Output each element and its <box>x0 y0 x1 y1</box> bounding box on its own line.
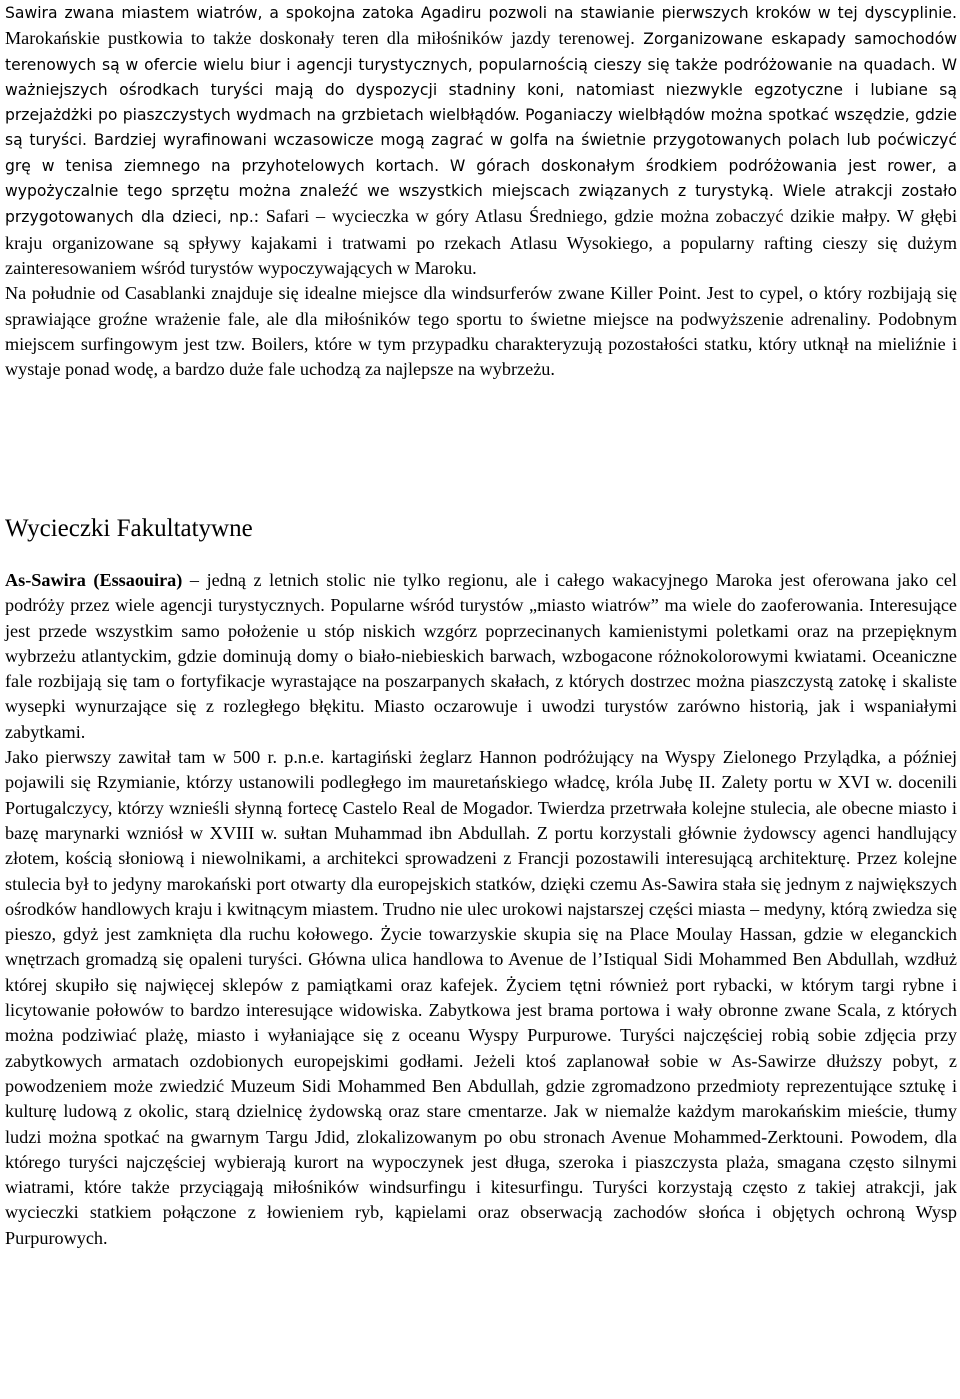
intro-text-5: : Safari – wycieczka w góry Atlasu Średniego, gdzie można zobaczyć dzikie małpy. W głębi kraju organizowane są spływy kajakami i tratwami po rzekach Atlasu Wysokiego, a popularny rafting cieszy się dużym zainteresowaniem wśród turystów wypoczywających w Maroku. <box>5 206 957 278</box>
intro-text-3: Zorganizowane eskapady samochodów terenowych są w ofercie wielu biur i agencji turystycznych, popularnością cieszy się także podróżowanie na quadach. <box>5 30 957 74</box>
intro-text-4: W ważniejszych ośrodkach turyści mają do dyspozycji stadniny koni, natomiast niezwykle egzotyczne i lubiane są przejażdżki po piaszczystych wydmach na grzbietach wielbłądów. Poganiaczy wielbłądów można spotkać wszędzie, gdzie są turyści. Bardziej wyrafinowani wczasowicze mogą zagrać w golfa na świetnie przygotowanych polach lub poćwiczyć grę w tenisa ziemnego na przyhotelowych kortach. W górach doskonałym środkiem podróżowania jest rower, a wypożyczalnie tego sprzętu można znaleźć we wszystkich miejscach związanych z turystyką. Wiele atrakcji zostało przygotowanych dla dzieci, np. <box>5 55 957 227</box>
essaouira-paragraph-2: Jako pierwszy zawitał tam w 500 r. p.n.e. kartagiński żeglarz Hannon podróżujący na Wyspy Zielonego Przylądka, a później pojawili się Rzymianie, którzy ustanowili podległego im mauretańskiego władcę, króla Jubę II. Zalety portu w XVI w. docenili Portugalczycy, którzy wznieśli słynną fortecę Castelo Real de Mogador. Twierdza przetrwała kolejne stulecia, ale obecne miasto i bazę marynarki wzniósł w XVIII w. sułtan Muhammad ibn Abdullah. Z portu korzystali głównie żydowscy agenci handlujący złotem, kością słoniową i niewolnikami, a architekci sprowadzeni z Francji pozostawili interesującą architekturę. Przez kolejne stulecia był to jedyny marokański port otwarty dla europejskich statków, dzięki czemu As-Sawira stała się jednym z największych ośrodków handlowych kraju i kwitnącym miastem. Trudno nie ulec urokowi najstarszej części miasta – medyny, którą zwiedza się pieszo, gdyż jest zamknięta dla ruchu kołowego. Życie towarzyskie skupia się na Place Moulay Hassan, gdzie w eleganckich wnętrzach gromadzą się opaleni turyści. Główna ulica handlowa to Avenue de l’Istiqual Sidi Mohammed Ben Abdullah, wzdłuż której skupiło się najwięcej sklepów z pamiątkami oraz kafejek. Życiem tętni również port rybacki, w którym targi rybne i licytowanie połowów to bardzo interesujące widowiska. Zabytkowa jest brama portowa i wały obronne zwane Scala, z których można podziwiać plażę, miasto i wyłaniające się z oceanu Wyspy Purpurowe. Turyści najczęściej robią sobie zdjęcia przy zabytkowych armatach ozdobionych europejskimi godłami. Jeżeli ktoś zaplanował sobie w As-Sawirze dłuższy pobyt, z powodzeniem może zwiedzić Muzeum Sidi Mohammed Ben Abdullah, gdzie zgromadzono przedmioty reprezentujące sztukę i kulturę ludową z okolic, starą dzielnicę żydowską oraz stare cmentarze. Jak w niemalże każdym marokańskim mieście, tłumy ludzi można spotkać na gwarnym Targu Jdid, zlokalizowanym po obu stronach Avenue Mohammed-Zerktouni. Powodem, dla którego turyści najczęściej wybierają kurort na wypoczynek jest długa, szeroka i piaszczysta plaża, smagana często silnymi wiatrami, które także przyciągają miłośników windsurfingu i kitesurfingu. Turyści korzystają często z takiej atrakcji, jak wycieczki statkiem połączone z łowieniem ryb, kąpielami oraz obserwacją zachodów słońca i objętych ochroną Wysp Purpurowych. <box>5 747 957 1248</box>
intro-paragraph <box>5 0 957 281</box>
section-body <box>5 568 957 1251</box>
surfing-paragraph: Na południe od Casablanki znajduje się idealne miejsce dla windsurferów zwane Killer Point. Jest to cypel, o który rozbijają się sprawiające groźne wrażenie fale, ale dla miłośników tego sportu to świetne miejsce na podwyższenie adrenaliny. Podobnym miejscem surfingowym jest tzw. Boilers, które w tym przypadku charakteryzują pozostałości statku, który utknął na mieliźnie i wystaje ponad wodę, a bardzo duże fale uchodzą za najlepsze na wybrzeżu. <box>5 283 957 380</box>
intro-block <box>5 0 957 382</box>
section-heading: Wycieczki Fakultatywne <box>5 515 253 542</box>
essaouira-paragraph-1 <box>5 568 957 745</box>
intro-text-2: Marokańskie pustkowia to także doskonały teren dla miłośników jazdy terenowej. <box>5 28 635 49</box>
lead-bold: As-Sawira (Essaouira) <box>5 570 183 590</box>
essaouira-text-1: – jedną z letnich stolic nie tylko regionu, ale i całego wakacyjnego Maroka jest oferowana jako cel podróży przez wiele agencji turystycznych. Popularne wśród turystów „miasto wiatrów” ma wiele do zaoferowania. Interesujące jest przede wszystkim samo położenie u stóp niskich wzgórz poprzecinanych kamienistymi poletkami oraz na przepięknym wybrzeżu atlantyckim, gdzie dominują domy o biało-niebieskich barwach, wzbogacone różnokolorowymi kwiatami. Oceaniczne fale rozbijają się tam o fortyfikacje wyrastające na poszarpanych skałach, z których dostrzec można piaszczystą zatokę i skaliste wysepki wynurzające się z rozległego błękitu. Miasto oczarowuje i uwodzi turystów zarówno historią, jak i wspaniałymi zabytkami. <box>5 570 957 742</box>
intro-text-1: Sawira zwana miastem wiatrów, a spokojna zatoka Agadiru pozwoli na stawianie pierwszych kroków w tej dyscyplinie. <box>5 4 957 22</box>
